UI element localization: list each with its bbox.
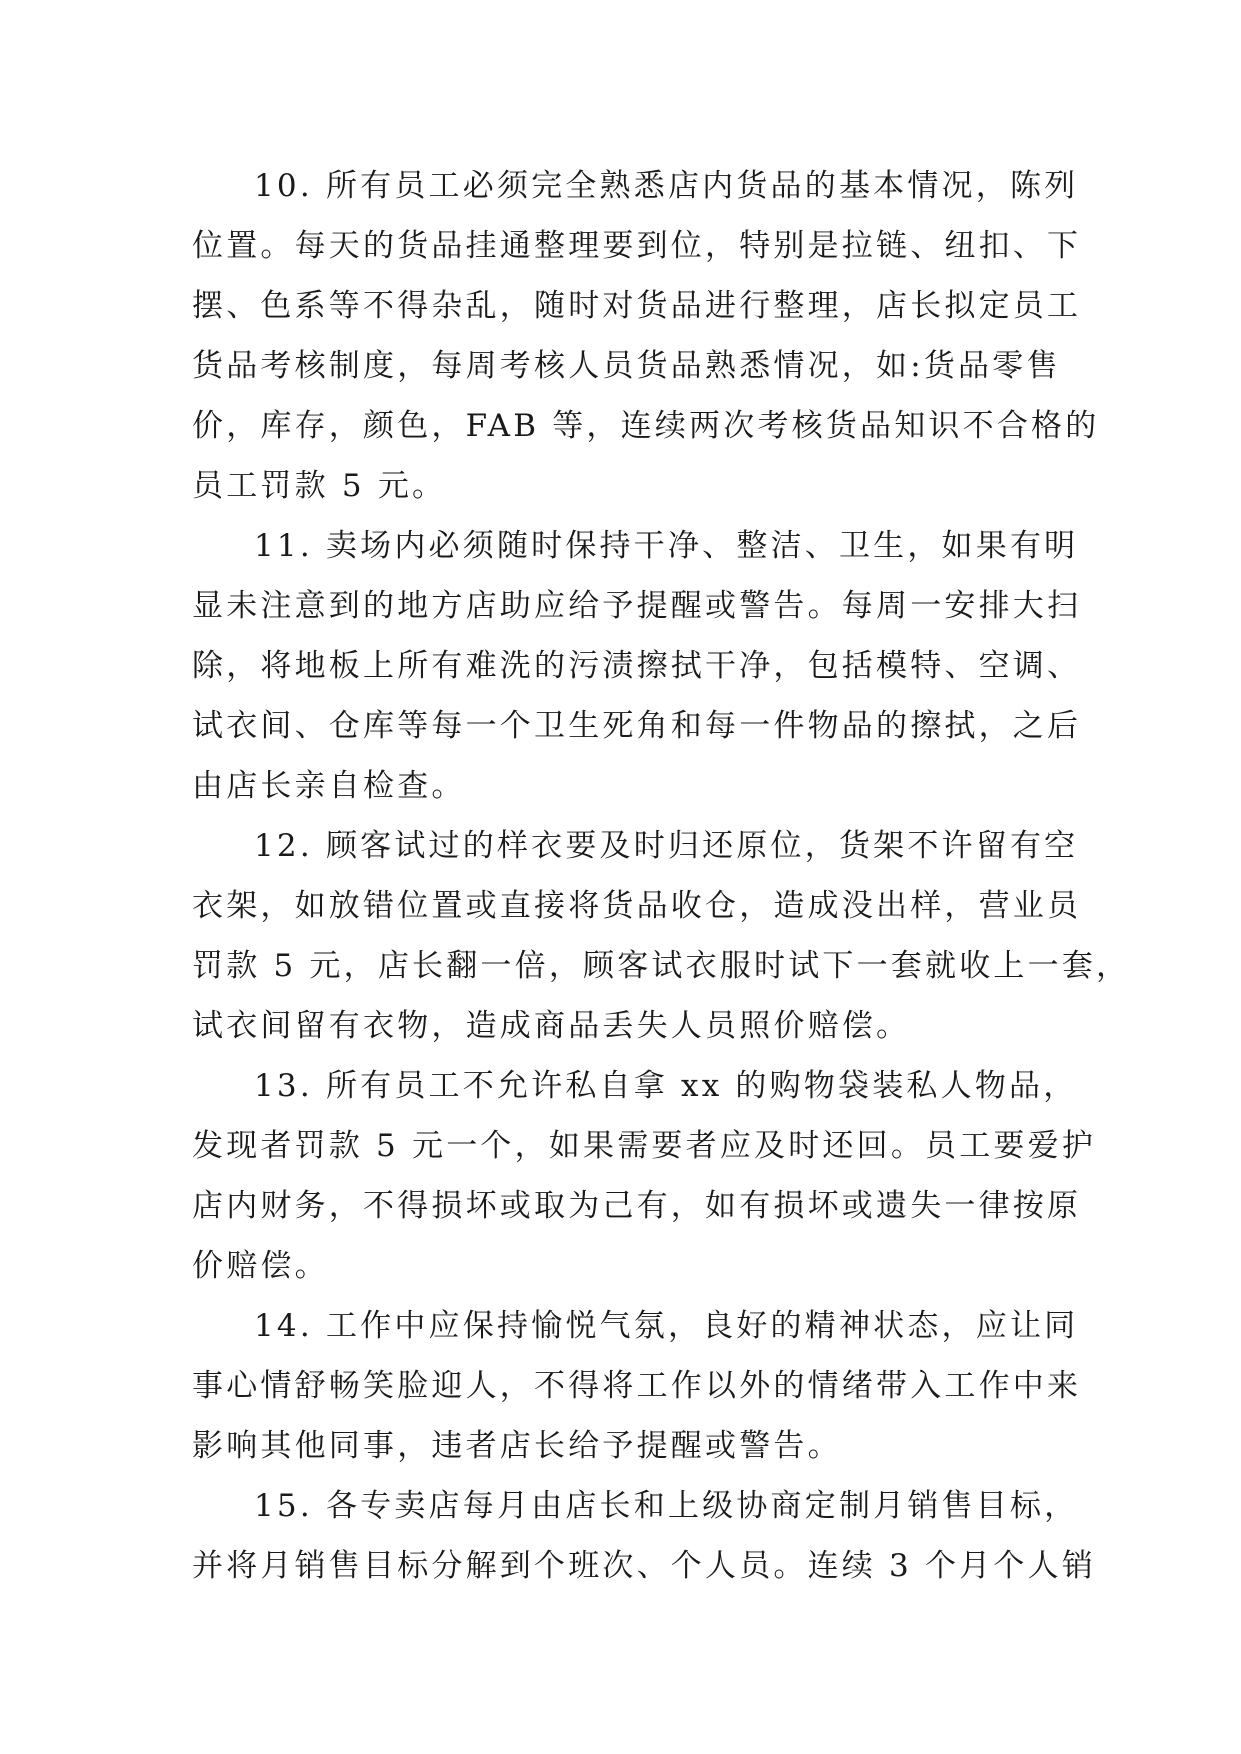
paragraph-10-line-1: 10. 所有员工必须完全熟悉店内货品的基本情况，陈列 — [254, 168, 1079, 204]
paragraph-10-line-6: 员工罚款 5 元。 — [192, 468, 447, 504]
paragraph-10-line-5: 价，库存，颜色，FAB 等，连续两次考核货品知识不合格的 — [192, 408, 1100, 444]
paragraph-12-line-1: 12. 顾客试过的样衣要及时归还原位，货架不许留有空 — [254, 828, 1079, 864]
paragraph-13-line-2: 发现者罚款 5 元一个，如果需要者应及时还回。员工要爱护 — [192, 1128, 1097, 1164]
paragraph-15-line-1: 15. 各专卖店每月由店长和上级协商定制月销售目标， — [254, 1488, 1079, 1524]
paragraph-10-line-4: 货品考核制度，每周考核人员货品熟悉情况，如:货品零售 — [192, 348, 1061, 384]
paragraph-13-line-1: 13. 所有员工不允许私自拿 xx 的购物袋装私人物品， — [254, 1068, 1078, 1104]
paragraph-13-line-3: 店内财务，不得损坏或取为己有，如有损坏或遗失一律按原 — [192, 1188, 1082, 1224]
paragraph-12-line-4: 试衣间留有衣物，造成商品丢失人员照价赔偿。 — [192, 1008, 911, 1044]
paragraph-14-line-2: 事心情舒畅笑脸迎人，不得将工作以外的情绪带入工作中来 — [192, 1368, 1082, 1404]
paragraph-12-line-3: 罚款 5 元，店长翻一倍，顾客试衣服时试下一套就收上一套， — [192, 948, 1131, 984]
paragraph-10-line-2: 位置。每天的货品挂通整理要到位，特别是拉链、纽扣、下 — [192, 228, 1082, 264]
paragraph-12-line-2: 衣架，如放错位置或直接将货品收仓，造成没出样，营业员 — [192, 888, 1082, 924]
paragraph-13-line-4: 价赔偿。 — [192, 1248, 329, 1284]
paragraph-11-line-1: 11. 卖场内必须随时保持干净、整洁、卫生，如果有明 — [254, 528, 1079, 564]
paragraph-11-line-3: 除，将地板上所有难洗的污渍擦拭干净，包括模特、空调、 — [192, 648, 1082, 684]
paragraph-14-line-1: 14. 工作中应保持愉悦气氛，良好的精神状态，应让同 — [254, 1308, 1079, 1344]
paragraph-11-line-4: 试衣间、仓库等每一个卫生死角和每一件物品的擦拭，之后 — [192, 708, 1082, 744]
paragraph-15-line-2: 并将月销售目标分解到个班次、个人员。连续 3 个月个人销 — [192, 1548, 1097, 1584]
paragraph-11-line-5: 由店长亲自检查。 — [192, 768, 466, 804]
paragraph-11-line-2: 显未注意到的地方店助应给予提醒或警告。每周一安排大扫 — [192, 588, 1082, 624]
paragraph-10-line-3: 摆、色系等不得杂乱，随时对货品进行整理，店长拟定员工 — [192, 288, 1082, 324]
paragraph-14-line-3: 影响其他同事，违者店长给予提醒或警告。 — [192, 1428, 842, 1464]
